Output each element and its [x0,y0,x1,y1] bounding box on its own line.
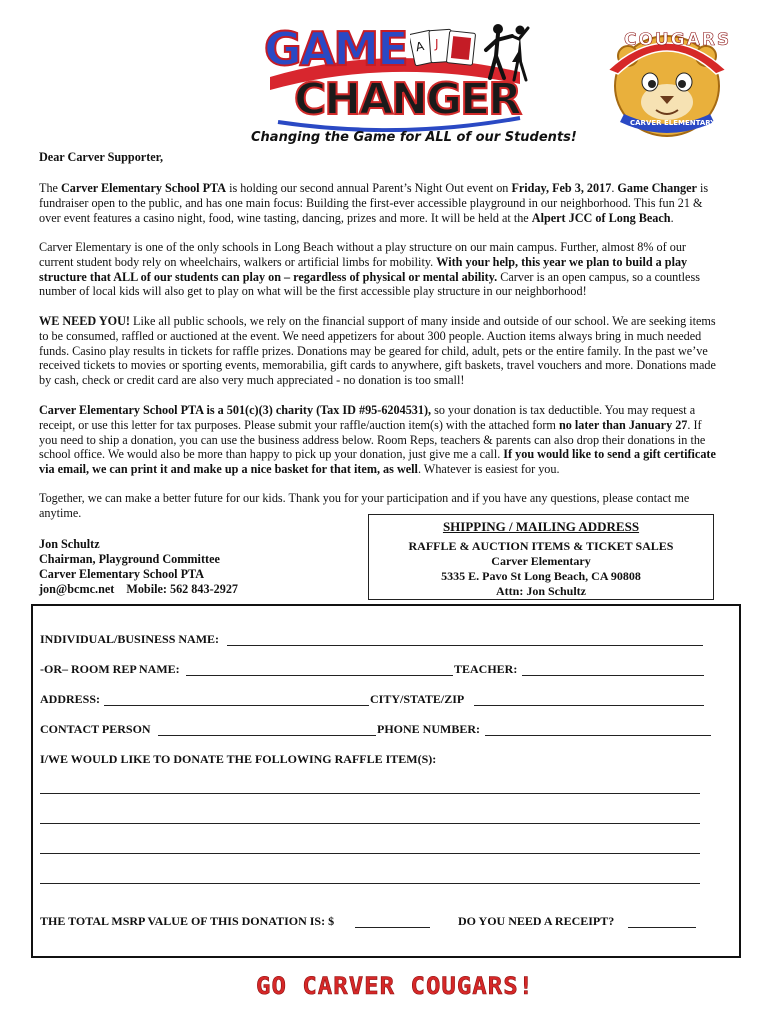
paragraph-playground: Carver Elementary is one of the only schools in Long Beach without a play structure on our main campus. Further, almost 8% of our current student body rely on wheelchairs, walkers or artificial limbs for mobility. With your help, this year we plan to build a play structure that ALL of our students can play on – regardless of physical or mental ability. Carver is an open campus, so a countless number of local kids will also get to play on what will be the first accessible play structure in our neighborhood! [39,240,700,299]
shipping-line-3: 5335 E. Pavo St Long Beach, CA 90808 [441,569,641,583]
paragraph-need-you: WE NEED YOU! Like all public schools, we rely on the financial support of many inside and outside of our school. We are seeking items to be consumed, raffled or auctioned at the event. We need appetizers for about 300 people. Auction items always bring in much needed funds. Casino play results in tickets for raffle prizes. Donations may be geared for child, adult, pets or the entire family. In the past we’ve received tickets to movies or sporting events, memorabilia, gift cards to anywhere, gift baskets, travel vouchers and more. Donations made by cash, check or credit card are also very much appreciated - no donation is too small! [39,314,716,388]
form-msrp-label: THE TOTAL MSRP VALUE OF THIS DONATION IS: $ [40,914,335,928]
signature-name: Jon Schultz [39,537,100,551]
paragraph-event: The Carver Elementary School PTA is holding our second annual Parent’s Night Out event on Friday, Feb 3, 2017. Game Changer is fundraiser open to the public, and has one main focus: Building the first-ever accessible playground in our neighborhood. This fun 21 & over event features a casino night, food, wine tasting, dancing, prizes and more. It will be held at the Alpert JCC of Long Beach. [39,181,709,225]
form-teacher-field[interactable] [522,675,704,676]
form-phone-label: PHONE NUMBER: [377,722,480,736]
form-phone-field[interactable] [485,735,711,736]
badge-school-text: CARVER ELEMENTARY [630,119,716,127]
form-name-label: INDIVIDUAL/BUSINESS NAME: [40,632,220,646]
dancers-icon [482,22,534,84]
form-contact-label: CONTACT PERSON [40,722,151,736]
badge-cougars-text: COUGARS [624,30,732,50]
shipping-line-1: RAFFLE & AUCTION ITEMS & TICKET SALES [408,539,674,553]
form-item-line-4[interactable] [40,883,700,884]
form-item-line-3[interactable] [40,853,700,854]
form-item-line-1[interactable] [40,793,700,794]
logo-game-text: GAME [264,22,407,76]
signature-email[interactable]: jon@bcmc.net [39,582,115,596]
form-receipt-field[interactable] [628,927,696,928]
playing-cards-icon [410,26,488,74]
form-teacher-label: TEACHER: [454,662,518,676]
svg-text:A: A [414,38,426,55]
shipping-line-2: Carver Elementary [491,554,591,568]
donation-form [31,604,741,958]
tagline: Changing the Game for ALL of our Students! [251,130,577,145]
logo-changer-text: CHANGER [294,74,521,125]
form-city-field[interactable] [474,705,704,706]
form-room-rep-field[interactable] [186,675,453,676]
form-city-label: CITY/STATE/ZIP [370,692,465,706]
shipping-heading: SHIPPING / MAILING ADDRESS [442,519,640,534]
form-item-line-2[interactable] [40,823,700,824]
game-changer-logo [258,22,533,132]
form-donate-label: I/WE WOULD LIKE TO DONATE THE FOLLOWING RAFFLE ITEM(S): [40,752,437,766]
form-address-label: ADDRESS: [40,692,101,706]
paragraph-tax: Carver Elementary School PTA is a 501(c)(3) charity (Tax ID #95-6204531), so your donation is tax deductible. You may request a receipt, or use this letter for tax purposes. Please submit your raffle/auction item(s) with the attached form no later than January 27. If you need to ship a donation, you can use the business address below. Room Reps, teachers & parents can also drop their donations in the school office. We would also be more than happy to pick up your donation, just give me a call. If you would like to send a gift certificate via email, we can print it and make up a nice basket for that item, as well. Whatever is easiest for you. [39,403,716,477]
form-receipt-label: DO YOU NEED A RECEIPT? [458,914,615,928]
form-address-field[interactable] [104,705,369,706]
signature-title: Chairman, Playground Committee [39,552,220,566]
signature-mobile: Mobile: 562 843-2927 [126,582,239,596]
form-msrp-field[interactable] [355,927,430,928]
salutation: Dear Carver Supporter, [39,150,164,164]
form-contact-field[interactable] [158,735,376,736]
svg-text:J: J [435,37,439,51]
form-name-field[interactable] [227,645,703,646]
paragraph-closing: Together, we can make a better future for our kids. Thank you for your participation and if you have any questions, please contact me anytime. [39,491,690,520]
signature-org: Carver Elementary School PTA [39,567,205,581]
footer-slogan: GO CARVER COUGARS! [256,972,535,1000]
shipping-address-box [368,514,714,600]
signature-block [39,537,238,597]
cougars-badge [598,22,736,140]
shipping-line-4: Attn: Jon Schultz [495,584,586,598]
form-room-rep-label: -OR– ROOM REP NAME: [40,662,180,676]
